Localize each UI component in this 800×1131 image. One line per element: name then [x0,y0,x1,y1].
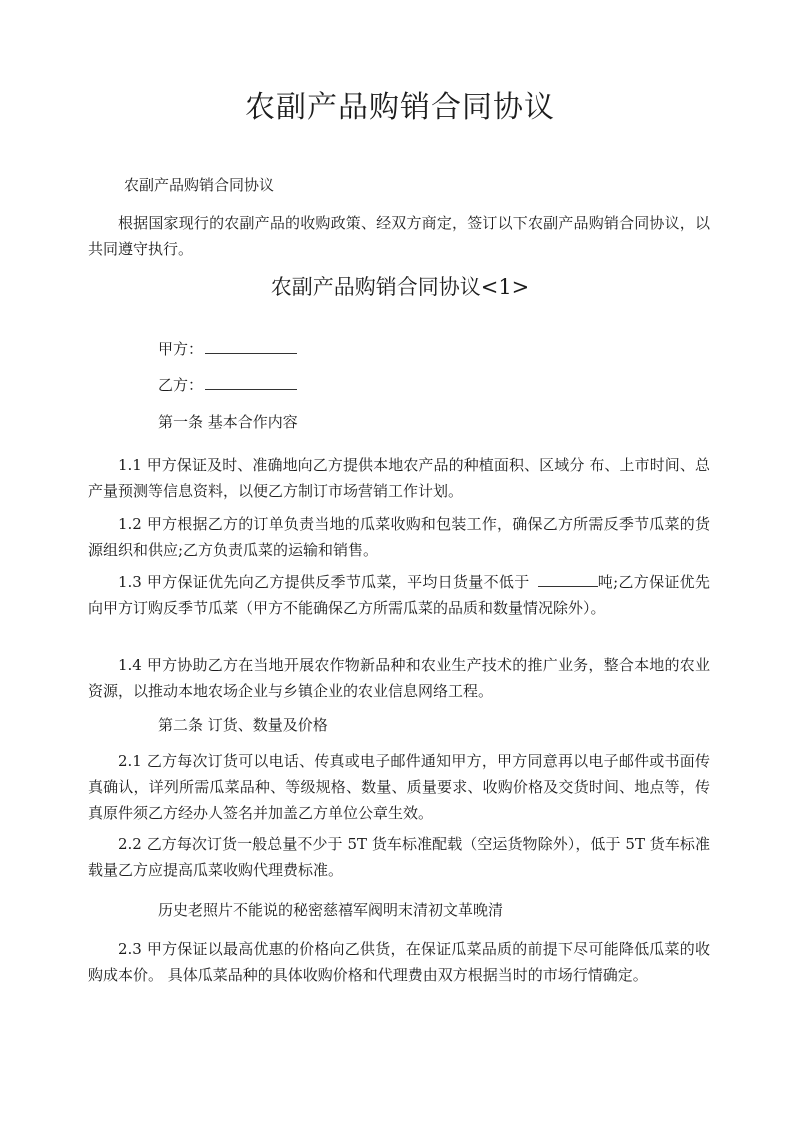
daily-volume-blank[interactable] [538,572,598,587]
party-a-label: 甲方： [158,340,204,358]
clause-1-1: 1.1 甲方保证及时、准确地向乙方提供本地农产品的种植面积、区域分 布、上市时间、总产量预测等信息资料，以便乙方制订市场营销工作计划。 [88,456,710,500]
clause-2-3: 2.3 甲方保证以最高优惠的价格向乙供货，在保证瓜菜品质的前提下尽可能降低瓜菜的收购成本价。 具体瓜菜品种的具体收购价格和代理费由双方根据当时的市场行情确定。 [88,940,710,984]
agreement-subtitle: 农副产品购销合同协议<1> [270,275,530,299]
intro-heading: 农副产品购销合同协议 [124,176,275,194]
party-b-blank[interactable] [205,373,297,390]
clause-1-3-part2: 吨;乙方保证优先向甲方订购反季节瓜菜（甲方不能确保乙方所需瓜菜的品质和数量情况除外）。 [88,573,710,617]
document-title: 农副产品购销合同协议 [245,90,555,125]
party-a-blank[interactable] [205,337,297,354]
party-a-row [158,336,297,362]
clause-1-2: 1.2 甲方根据乙方的订单负责当地的瓜菜收购和包装工作，确保乙方所需反季节瓜菜的货源组织和供应;乙方负责瓜菜的运输和销售。 [88,515,710,559]
article-1-heading: 第一条 基本合作内容 [158,413,298,431]
intro-paragraph: 根据国家现行的农副产品的收购政策、经双方商定，签订以下农副产品购销合同协议，以共同遵守执行。 [88,214,710,258]
inserted-line: 历史老照片不能说的秘密慈禧军阀明末清初文革晚清 [158,901,504,919]
clause-1-4: 1.4 甲方协助乙方在当地开展农作物新品种和农业生产技术的推广业务，整合本地的农业资源，以推动本地农场企业与乡镇企业的农业信息网络工程。 [88,656,710,700]
clause-1-3-part1: 1.3 甲方保证优先向乙方提供反季节瓜菜，平均日货量不低于 [118,573,530,591]
party-b-label: 乙方： [158,376,204,394]
article-2-heading: 第二条 订货、数量及价格 [158,716,328,734]
clause-2-2: 2.2 乙方每次订货一般总量不少于 5T 货车标准配载（空运货物除外），低于 5T 货车标准载量乙方应提高瓜菜收购代理费标准。 [88,835,710,879]
clause-2-1: 2.1 乙方每次订货可以电话、传真或电子邮件通知甲方，甲方同意再以电子邮件或书面传真确认，详列所需瓜菜品种、等级规格、数量、质量要求、收购价格及交货时间、地点等，传真原件须乙方经办人签名并加盖乙方单位公章生效。 [88,752,710,822]
party-b-row [158,372,297,398]
clause-1-3 [88,569,710,621]
